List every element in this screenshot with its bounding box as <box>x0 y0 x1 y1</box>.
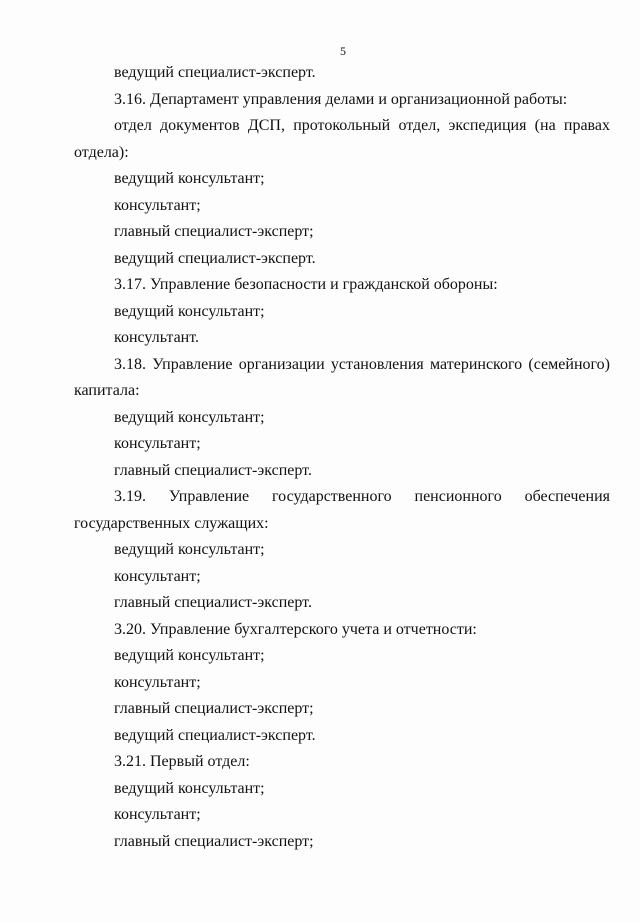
text-line: ведущий консультант; <box>114 647 265 664</box>
text-line: ведущий специалист-эксперт. <box>114 726 316 744</box>
paragraph-dsp-departments <box>74 113 610 166</box>
section-heading-3-19 <box>74 484 610 537</box>
section-heading-3-21: 3.21. Первый отдел: <box>114 753 250 770</box>
text-line: главный специалист-эксперт. <box>114 461 312 479</box>
section-heading-3-17: 3.17. Управление безопасности и гражданской обороны: <box>114 276 498 293</box>
text-line: главный специалист-эксперт; <box>114 700 314 717</box>
text-line: консультант; <box>114 435 201 452</box>
page-number: 5 <box>340 44 346 58</box>
text-line: главный специалист-эксперт; <box>114 832 314 850</box>
text-line: консультант. <box>114 329 200 346</box>
text-line: консультант; <box>114 196 201 214</box>
paragraph-line: государственных служащих: <box>74 514 269 532</box>
section-heading-3-20: 3.20. Управление бухгалтерского учета и отчетности: <box>114 620 477 638</box>
text-line: ведущий специалист-эксперт. <box>114 64 316 81</box>
text-line: консультант; <box>114 806 201 823</box>
text-line: ведущий консультант; <box>114 541 265 558</box>
section-heading-3-18 <box>74 352 610 405</box>
paragraph-line: отдел документов ДСП, протокольный отдел, экспедиция (на правах <box>114 117 610 134</box>
document-body <box>74 60 610 855</box>
text-line: консультант; <box>114 567 201 585</box>
text-line: ведущий консультант; <box>114 408 265 426</box>
paragraph-line: отдела): <box>74 143 129 161</box>
paragraph-line: 3.19. Управление государственного пенсионного обеспечения <box>114 488 610 505</box>
text-line: ведущий консультант; <box>114 779 265 797</box>
text-line: ведущий специалист-эксперт. <box>114 249 316 267</box>
section-heading-3-16: 3.16. Департамент управления делами и организационной работы: <box>114 90 568 108</box>
text-line: ведущий консультант; <box>114 170 265 187</box>
text-line: ведущий консультант; <box>114 302 265 320</box>
text-line: главный специалист-эксперт; <box>114 223 314 240</box>
text-line: консультант; <box>114 673 201 691</box>
paragraph-line: капитала: <box>74 382 140 399</box>
paragraph-line: 3.18. Управление организации установления материнского (семейного) <box>114 355 610 373</box>
text-line: главный специалист-эксперт. <box>114 594 312 611</box>
